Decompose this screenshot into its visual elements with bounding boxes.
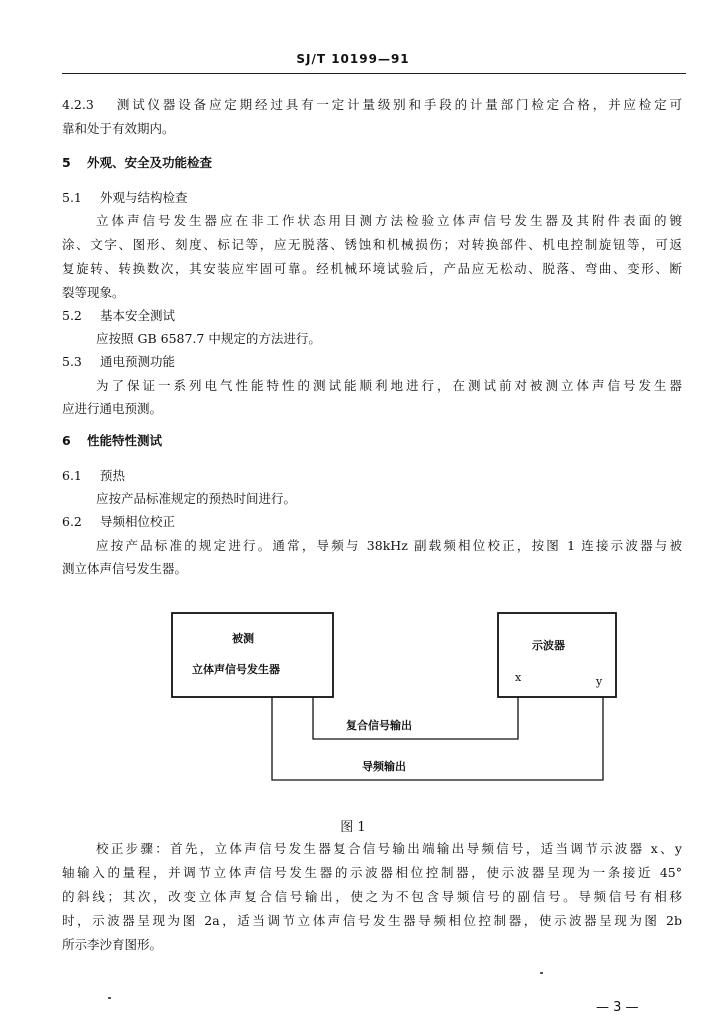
scan-speck [108,997,111,999]
clause-5-1-heading [62,189,682,207]
procedure-line-2: 轴输入的量程，并调节立体声信号发生器的示波器相位控制器，使示波器呈现为一条接近 45° [62,865,682,880]
clause-number: 6.2 [62,514,82,529]
clause-5-2-heading [62,307,682,325]
figure-caption: 图 1 [340,820,366,835]
oscilloscope-y-input: y [596,675,603,688]
section-6-heading [62,432,682,450]
procedure-line-4: 时，示波器呈现为图 2a，适当调节立体声信号发生器导频相位控制器，使示波器呈现为图 2b [62,913,682,928]
clause-6-1-heading [62,467,682,485]
clause-number: 5.1 [62,190,82,205]
section-title: 外观、安全及功能检查 [87,155,213,170]
scan-speck [540,972,543,974]
oscilloscope-x-input: x [515,671,522,684]
generator-label-name: 立体声信号发生器 [192,663,280,676]
clause-number: 6.1 [62,468,82,483]
clause-title: 导频相位校正 [100,514,176,529]
clause-title: 外观与结构检查 [100,190,188,205]
clause-number: 5.2 [62,308,82,323]
clause-number: 4.2.3 [62,97,94,112]
clause-5-3-heading [62,353,682,371]
para-5-3-line-1: 为了保证一系列电气性能特性的测试能顺利地进行，在测试前对被测立体声信号发生器 [96,378,682,393]
para-5-3-line-2: 应进行通电预测。 [62,401,163,416]
section-number: 6 [62,433,71,448]
para-6-2-line-1: 应按产品标准的规定进行。通常，导频与 38kHz 副载频相位校正，按图 1 连接示波器与被 [96,538,682,553]
para-6-1-line-1: 应按产品标准规定的预热时间进行。 [96,491,297,506]
section-5-heading [62,154,682,172]
para-5-1-line-3: 复旋转、转换数次，其安装应牢固可靠。经机械环境试验后，产品应无松动、脱落、弯曲、变形、断 [62,261,682,276]
para-5-1-line-1: 立体声信号发生器应在非工作状态用目测方法检验立体声信号发生器及其附件表面的镀 [96,213,682,228]
generator-label-under-test: 被测 [232,632,254,645]
clause-6-2-heading [62,513,682,531]
composite-signal-wire [313,697,518,739]
clause-title: 预热 [100,468,126,483]
clause-number: 5.3 [62,354,82,369]
header-rule [62,73,686,74]
generator-box [172,613,333,697]
pilot-output-label: 导频输出 [362,760,406,773]
para-text: 测试仪器设备应定期经过具有一定计量级别和手段的计量部门检定合格，并应检定可 [114,97,682,112]
para-5-1-line-4: 裂等现象。 [62,285,125,300]
oscilloscope-label: 示波器 [532,639,565,652]
standard-code-header: SJ/T 10199—91 [296,52,410,66]
para-4-2-3-line-1 [62,96,682,114]
clause-title: 基本安全测试 [100,308,176,323]
clause-title: 通电预测功能 [100,354,176,369]
para-5-2-line-1: 应按照 GB 6587.7 中规定的方法进行。 [96,331,321,346]
section-title: 性能特性测试 [87,433,163,448]
para-5-1-line-2: 涂、文字、图形、刻度、标记等，应无脱落、锈蚀和机械损伤；对转换部件、机电控制旋钮等，可返 [62,237,682,252]
para-6-2-line-2: 测立体声信号发生器。 [62,561,188,576]
procedure-line-1: 校正步骤：首先，立体声信号发生器复合信号输出端输出导频信号，适当调节示波器 x、y [96,841,682,856]
procedure-line-3: 的斜线；其次，改变立体声复合信号输出，使之为不包含导频信号的副信号。导频信号有相移 [62,889,682,904]
page-number: — 3 — [596,1000,639,1015]
section-number: 5 [62,155,71,170]
para-4-2-3-line-2: 靠和处于有效期内。 [62,121,175,136]
procedure-line-5: 所示李沙育图形。 [62,937,163,952]
composite-output-label: 复合信号输出 [346,719,412,732]
